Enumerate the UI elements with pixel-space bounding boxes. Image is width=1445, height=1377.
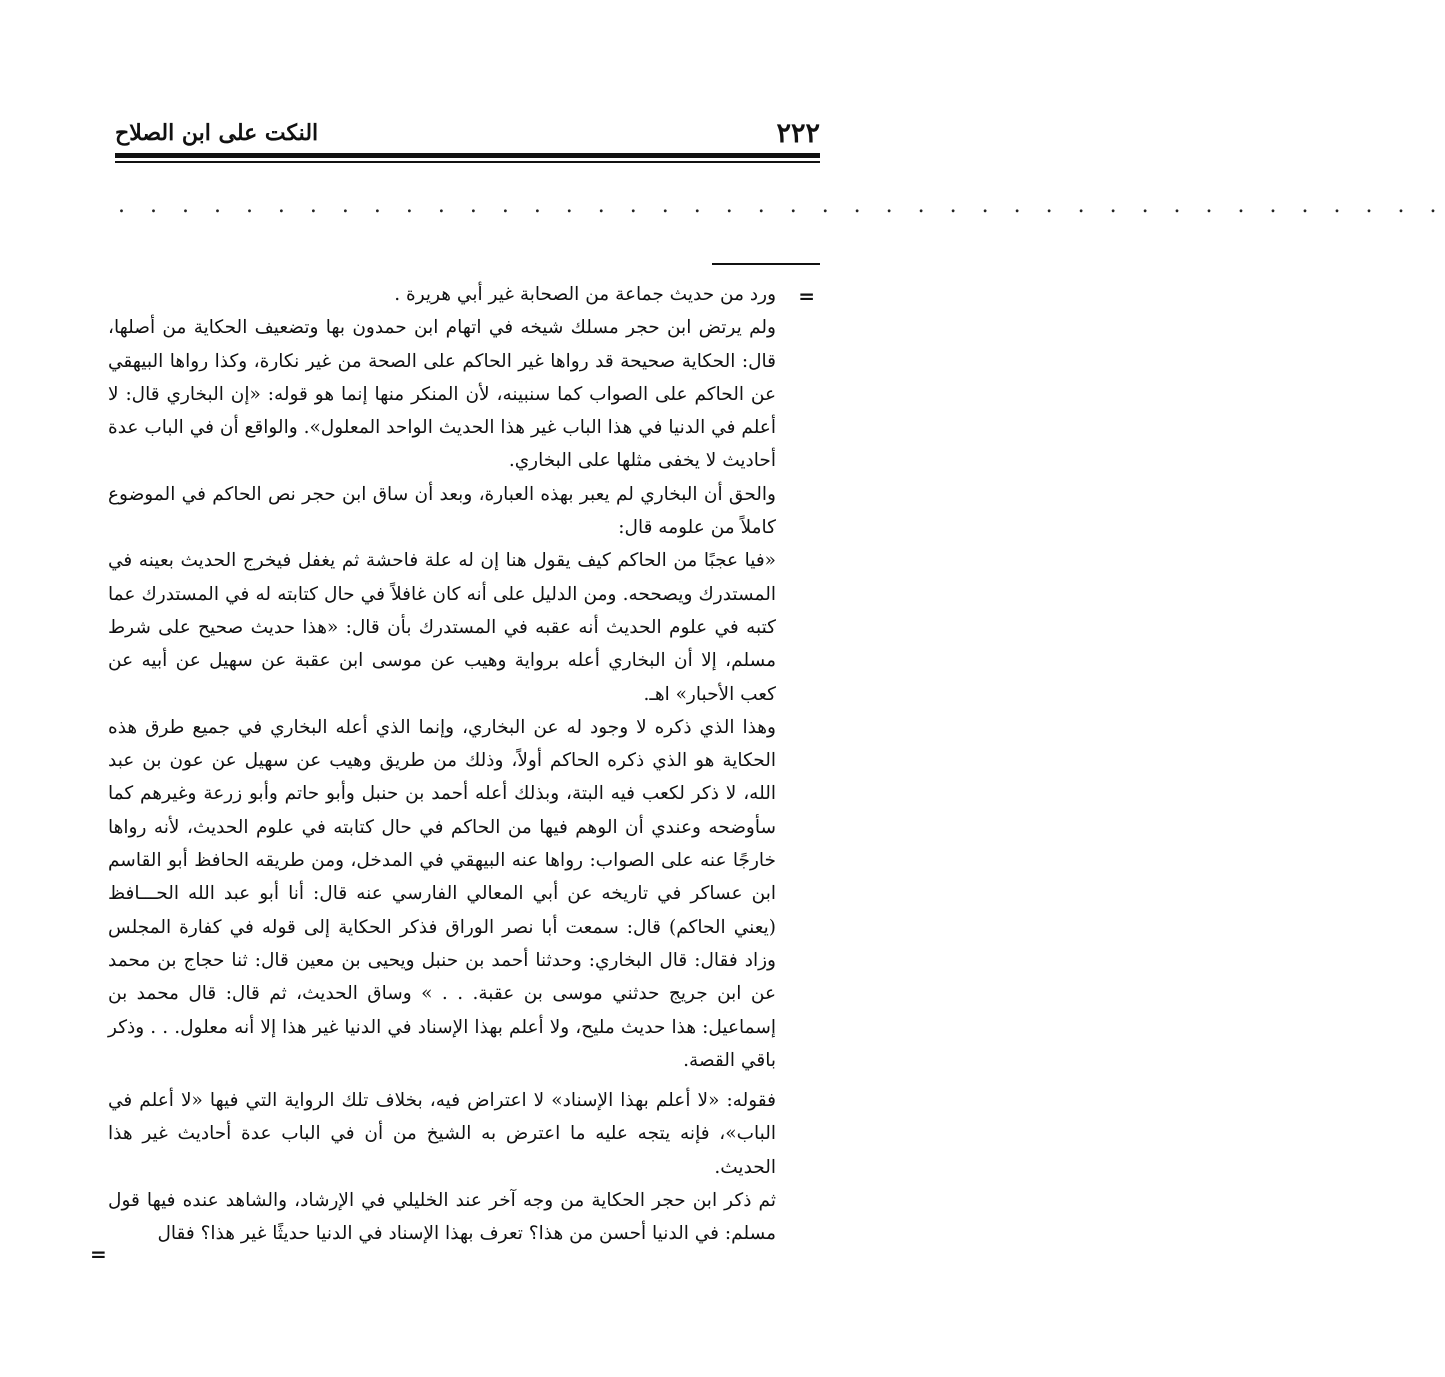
continuation-mark-end: =	[90, 1242, 107, 1266]
paragraph-4: «فيا عجبًا من الحاكم كيف يقول هنا إن له علة فاحشة ثم يغفل فيخرج الحديث بعينه في المستدرك ويصححه. ومن الدليل على أنه كان غافلاً في حال كتابته له في المستدرك عما كتبه في علوم الحديث أنه عقبه في المستدرك بأن قال: «هذا حديث صحيح على شرط مسلم، إلا أن البخاري أعله برواية وهيب عن موسى ابن عقبة عن سهيل عن أبيه عن كعب الأحبار» اهـ.	[108, 550, 776, 705]
paragraph-5: وهذا الذي ذكره لا وجود له عن البخاري، وإنما الذي أعله البخاري في جميع طرق هذه الحكاية هو الذي ذكره الحاكم أولاً، وذلك من طريق وهيب عن سهيل عن عون بن عبد الله، لا ذكر لكعب فيه البتة، وبذلك أعله أحمد بن حنبل وأبو حاتم وأبو زرعة وغيرهم كما سأوضحه وعندي أن الوهم فيها من الحاكم في حال كتابته في علوم الحديث، لأنه رواها خارجًا عنه على الصواب: رواها عنه البيهقي في المدخل، ومن طريقه الحافظ أبو القاسم ابن عساكر في تاريخه عن أبي المعالي الفارسي عنه قال: أنا أبو عبد الله الحـــافظ (يعني الحاكم) قال: سمعت أبا نصر الوراق فذكر الحكاية إلى قوله في كفارة المجلس وزاد فقال: قال البخاري: وحدثنا أحمد بن حنبل ويحيى بن معين قال: ثنا حجاج بن محمد عن ابن جريج حدثني موسى بن عقبة. . . » وساق الحديث، ثم قال: قال محمد بن إسماعيل: هذا حديث مليح، ولا أعلم بهذا الإسناد في الدنيا غير هذا إلا أنه معلول. . . وذكر باقي القصة.	[108, 716, 777, 1071]
running-title: النكت على ابن الصلاح	[115, 120, 319, 146]
paragraph-2: ولم يرتض ابن حجر مسلك شيخه في اتهام ابن حمدون بها وتضعيف الحكاية من أصلها، قال: الحكاية صحيحة قد رواها غير الحاكم على الصحة من غير نكارة، وكذا رواها البيهقي عن الحاكم على الصواب كما سنبينه، لأن المنكر منها إنما هو قوله: «إن البخاري قال: لا أعلم في الدنيا في هذا الباب غير هذا الحديث الواحد المعلول». والواقع أن في الباب عدة أحاديث لا يخفى مثلها على البخاري.	[108, 317, 776, 472]
page-header	[115, 112, 820, 152]
paragraph-3: والحق أن البخاري لم يعبر بهذه العبارة، وبعد أن ساق ابن حجر نص الحاكم في الموضوع كاملاً من علومه قال:	[108, 483, 776, 539]
paragraph-6: فقوله: «لا أعلم بهذا الإسناد» لا اعتراض فيه، بخلاف تلك الرواية التي فيها «لا أعلم في الباب»، فإنه يتجه عليه ما اعترض به الشيخ من أن في الباب عدة أحاديث غير هذا الحديث.	[108, 1090, 776, 1178]
footnote-rule	[712, 263, 820, 265]
header-rule-thin	[115, 161, 820, 163]
page-number: ٢٢٢	[776, 118, 820, 149]
header-rule-thick	[115, 153, 820, 158]
paragraph-1: ورد من حديث جماعة من الصحابة غير أبي هريرة .	[394, 284, 776, 305]
dotted-separator: . . . . . . . . . . . . . . . . . . . . . . . . . . . . . . . . . . . . . . . . . .	[118, 193, 1445, 218]
footnote-body	[108, 278, 776, 1251]
paragraph-7: ثم ذكر ابن حجر الحكاية من وجه آخر عند الخليلي في الإرشاد، والشاهد عنده فيها قول مسلم: في الدنيا أحسن من هذا؟ تعرف بهذا الإسناد في الدنيا حديثًا غير هذا؟ فقال	[108, 1190, 776, 1245]
continuation-mark-start: =	[798, 284, 815, 308]
